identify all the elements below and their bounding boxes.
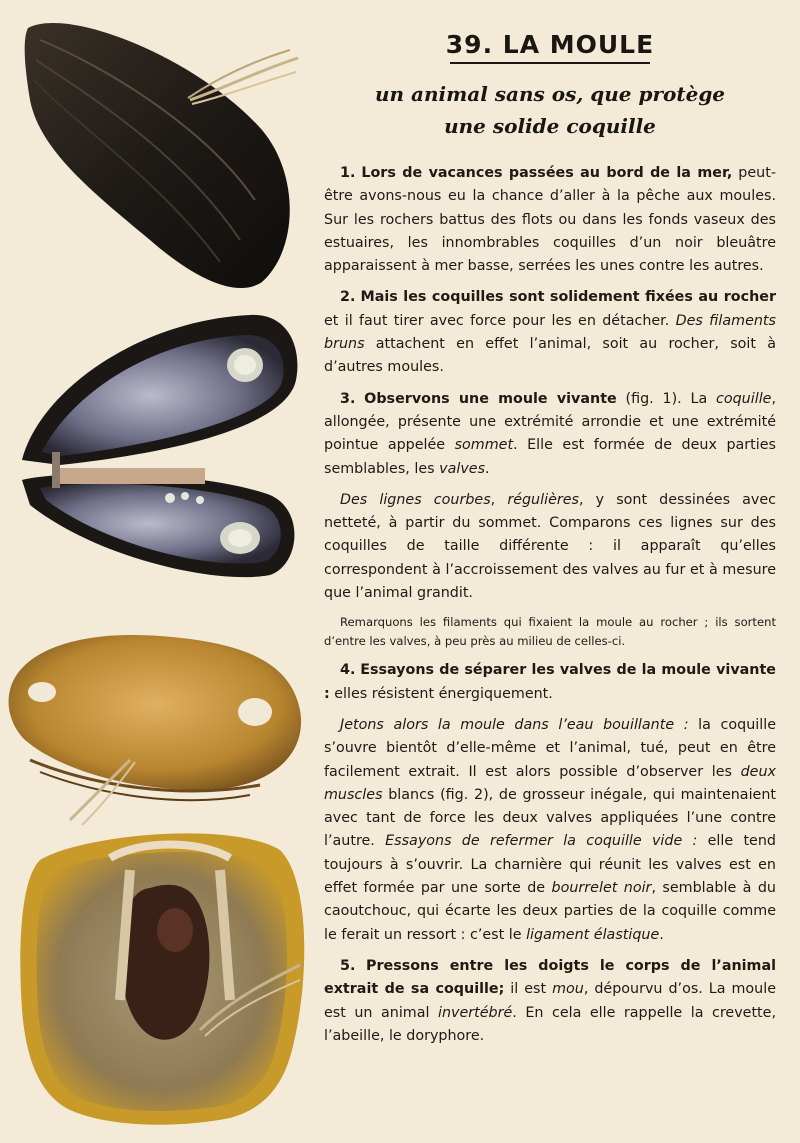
- section-4b-text-d: , semblable à du caoutchouc, qui écarte les deux parties de la coquille comme le ferait un ressort : c’est le: [324, 880, 776, 943]
- section-3-text-a: (fig. 1). La: [616, 390, 716, 407]
- open-mussel-valves-icon: [22, 315, 297, 577]
- section-3-text-c: . Elle est formée de deux parties semblables, les: [324, 437, 776, 477]
- section-3b-text-b: , y sont dessinées avec netteté, à partir du sommet. Comparons ces lignes sur des coquilles de taille différente : il apparaît qu’elles correspondent à l’accroissement des valves au fur et à mesure que l’animal grandit.: [324, 491, 776, 602]
- illustration-column: [0, 0, 320, 1143]
- section-5-italic-a: mou: [552, 981, 584, 998]
- section-5-text-b: , dépourvu d’os. La moule est un animal: [324, 981, 777, 1021]
- section-3-lead: Observons une moule vivante: [364, 390, 617, 407]
- section-4-number: 4.: [340, 662, 356, 679]
- section-4b-text-a: la coquille s’ouvre bientôt d’elle-même et l’animal, tué, peut en être facilement extrait. Il est alors possible d’observer les: [324, 716, 776, 780]
- section-1-text: peut-être avons-nous eu la chance d’aller à la pêche aux moules. Sur les rochers battus des flots ou dans les fonds vaseux des estuaires, les innombrables coquilles d’un noir bleuâtre apparaissent à mer basse, serrées les unes contre les autres.: [324, 165, 776, 275]
- section-3b-text-a: ,: [490, 491, 508, 508]
- section-2: [324, 286, 776, 379]
- title-underline: [450, 62, 650, 64]
- section-3b-italic-b: régulières: [507, 491, 579, 508]
- section-3b: [324, 489, 776, 605]
- section-3-italic-a: coquille: [716, 390, 772, 407]
- section-1-number: 1.: [340, 165, 356, 181]
- section-5-text-c: . En cela elle rappelle la crevette, l’abeille, le doryphore.: [324, 1004, 777, 1044]
- section-5: [324, 955, 776, 1048]
- section-4-lead: Essayons de séparer les valves de la moule vivante :: [324, 662, 777, 702]
- section-2-number: 2.: [340, 289, 356, 306]
- section-3-note: Remarquons les filaments qui fixaient la moule au rocher ; ils sortent d’entre les valves, à peu près au milieu de celles-ci.: [324, 615, 776, 649]
- section-3-italic-c: valves: [439, 460, 486, 477]
- page-title: 39. LA MOULE: [445, 30, 655, 59]
- section-2-text-b: attachent en effet l’animal, soit au rocher, soit à d’autres moules.: [324, 336, 776, 376]
- section-3-text-d: .: [485, 460, 490, 477]
- section-5-text-a: il est: [504, 981, 553, 998]
- section-4b-italic-e: ligament élastique: [526, 926, 660, 943]
- section-4b-text-e: .: [659, 926, 664, 943]
- section-1-lead: Lors de vacances passées au bord de la mer,: [361, 165, 733, 181]
- closed-mussel-shell-icon: [25, 23, 298, 288]
- section-4b-italic-b: deux muscles: [324, 763, 776, 803]
- section-2-italic-a: Des filaments bruns: [324, 312, 776, 353]
- section-3b-italic-a: Des lignes courbes: [340, 491, 491, 508]
- section-5-lead: Pressons entre les doigts le corps de l’animal extrait de sa coquille;: [324, 957, 776, 998]
- section-4b-italic-d: bourrelet noir: [551, 880, 652, 897]
- section-4b-text-c: elle tend toujours à s’ouvrir. La charnière qui réunit les valves est en effet formée par une sorte de: [324, 833, 776, 897]
- section-5-number: 5.: [340, 957, 356, 974]
- subtitle-line-2: une solide coquille: [444, 114, 656, 138]
- section-2-lead: Mais les coquilles sont solidement fixées au rocher: [360, 289, 776, 306]
- text-column: [324, 28, 776, 1056]
- section-4: [324, 659, 776, 706]
- section-3-number: 3.: [340, 390, 356, 407]
- section-4-text: elles résistent énergiquement.: [329, 685, 553, 702]
- subtitle-line-1: un animal sans os, que protège: [374, 82, 726, 106]
- section-4b-text-b: blancs (fig. 2), de grosseur inégale, qui maintenaient avec tant de force les deux valves appliquées l’une contre l’autre.: [324, 786, 776, 850]
- section-2-text-a: et il faut tirer avec force pour les en détacher.: [324, 312, 676, 329]
- section-4b-italic-c: Essayons de refermer la coquille vide :: [385, 833, 698, 850]
- section-5-italic-b: invertébré: [437, 1004, 513, 1021]
- section-1: [324, 162, 776, 278]
- section-3-text-b: , allongée, présente une extrémité arrondie et une extrémité pointue appelée: [324, 390, 777, 454]
- section-3-italic-b: sommet: [454, 437, 514, 454]
- section-4b: [324, 714, 776, 947]
- mussel-interior-muscles-icon: [20, 833, 304, 1124]
- page-subtitle: [324, 78, 776, 142]
- mussel-body-extracted-icon: [9, 635, 302, 825]
- section-4b-italic-a: Jetons alors la moule dans l’eau bouillante :: [340, 716, 689, 733]
- section-3: [324, 388, 776, 481]
